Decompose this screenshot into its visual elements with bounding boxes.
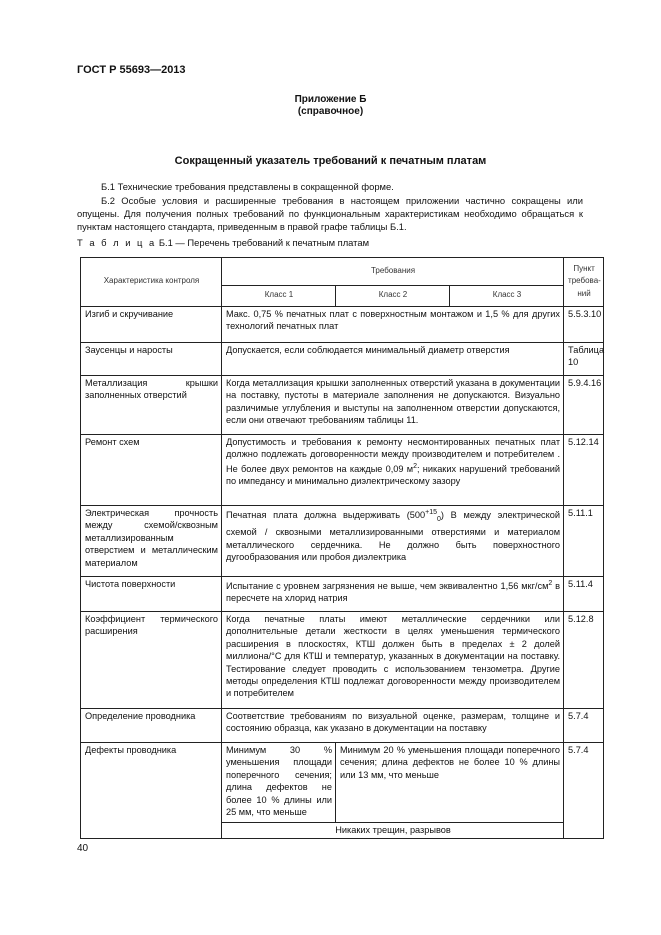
row-requirement xyxy=(222,577,564,612)
row-clause: 5.9.4.16 xyxy=(564,376,604,435)
row-clause: 5.12.8 xyxy=(564,612,604,709)
table-caption-text: Б.1 — Перечень требований к печатным платам xyxy=(158,237,370,248)
row-name: Определение проводника xyxy=(81,709,222,743)
req-superscript: 2 xyxy=(548,580,553,587)
row-name: Дефекты проводника xyxy=(81,743,222,839)
row-clause: Таблица 10 xyxy=(564,343,604,376)
header-clause: Пункт требова-ний xyxy=(564,258,604,307)
table-row xyxy=(81,435,604,506)
req-text: ) В между электрической схемой / сквозными металлизированными отверстиями и материалом металлического сердечника. Не должно быть поверхностного дугообразования или пробоя диэлектрика xyxy=(226,510,561,563)
row-requirement-class23: Минимум 20 % уменьшения площади поперечного сечения; длина дефектов не более 10 % длины или 13 мм, что меньше xyxy=(336,743,564,823)
req-text: Испытание с уровнем загрязнения не выше, чем эквивалентно 1,56 мкг/см xyxy=(226,581,549,592)
header-requirements: Требования xyxy=(222,258,564,286)
req-subscript: 0 xyxy=(437,515,441,523)
row-name: Металлизация крышки заполненных отверстий xyxy=(81,376,222,435)
row-clause: 5.5.3.10 xyxy=(564,307,604,343)
row-name: Коэффициент термического расширения xyxy=(81,612,222,709)
table-row xyxy=(81,709,604,743)
req-text: ; никаких нарушений требований по импедансу и минимально диэлектрическому зазору xyxy=(226,463,561,487)
header-characteristic: Характеристика контроля xyxy=(81,258,222,307)
row-name: Изгиб и скручивание xyxy=(81,307,222,343)
table-caption xyxy=(77,237,369,248)
row-name: Заусенцы и наросты xyxy=(81,343,222,376)
req-text: Допустимость и требования к ремонту несмонтированных печатных плат должно подлежать договоренности между производителем и потребителем . Не более двух ремонтов на каждые 0,09 м xyxy=(226,437,561,474)
requirements-table xyxy=(80,257,604,839)
row-requirement-class1: Минимум 30 % уменьшения площади поперечного сечения; длина дефектов не более 10 % длины или 25 мм, что меньше xyxy=(222,743,336,823)
row-clause: 5.11.1 xyxy=(564,506,604,577)
table-caption-label: Т а б л и ц а xyxy=(77,237,157,248)
row-requirement xyxy=(222,506,564,577)
standard-number: ГОСТ Р 55693—2013 xyxy=(77,64,186,76)
table-row xyxy=(81,577,604,612)
table-row xyxy=(81,307,604,343)
appendix-subtitle: (справочное) xyxy=(297,106,364,117)
row-requirement-common: Никаких трещин, разрывов xyxy=(222,823,564,839)
row-clause: 5.12.14 xyxy=(564,435,604,506)
page-number: 40 xyxy=(77,843,89,854)
row-requirement: Допускается, если соблюдается минимальный диаметр отверстия xyxy=(222,343,564,376)
row-clause: 5.7.4 xyxy=(564,743,604,839)
row-requirement xyxy=(222,435,564,506)
row-requirement: Когда печатные платы имеют металлические сердечники или дополнительные детали жесткости в целях уменьшения термического расширения в плоскостях, КТШ должен быть в пределах ± 2 долей миллиона/°С для КТШ и температур, указанных в документации на поставку. Тестирование следует проводить с использованием тензометра. Другие методы определения КТШ подлежат договоренности между производителем и потребителем xyxy=(222,612,564,709)
paragraph-b2: Б.2 Особые условия и расширенные требования в настоящем приложении частично сокращены или опущены. Для получения полных требований по функциональным характеристикам необходимо обращаться к пунктам настоящего стандарта, приведенным в правой графе таблицы Б.1. xyxy=(77,195,583,232)
row-name: Чистота поверхности xyxy=(81,577,222,612)
row-clause: 5.7.4 xyxy=(564,709,604,743)
row-name: Ремонт схем xyxy=(81,435,222,506)
table-row xyxy=(81,743,604,823)
row-requirement: Соответствие требованиям по визуальной оценке, размерам, толщине и состоянию образца, как указано в документации на поставку xyxy=(222,709,564,743)
req-text: Печатная плата должна выдерживать (500 xyxy=(226,510,426,521)
document-title: Сокращенный указатель требований к печатным платам xyxy=(174,155,487,167)
req-superscript: +15 xyxy=(425,509,437,516)
table-row xyxy=(81,343,604,376)
row-name: Электрическая прочность между схемой/сквозным металлизированным отверстием и металлическим материалом xyxy=(81,506,222,577)
table-row xyxy=(81,506,604,577)
header-class2: Класс 2 xyxy=(336,286,450,307)
req-text: в пересчете на хлорид натрия xyxy=(226,581,561,604)
row-clause: 5.11.4 xyxy=(564,577,604,612)
table-row xyxy=(81,376,604,435)
table-row xyxy=(81,612,604,709)
appendix-title: Приложение Б xyxy=(294,94,367,105)
paragraph-b1: Б.1 Технические требования представлены в сокращенной форме. xyxy=(101,181,394,192)
row-requirement: Макс. 0,75 % печатных плат с поверхностным монтажом и 1,5 % для других технологий печатных плат xyxy=(222,307,564,343)
header-class1: Класс 1 xyxy=(222,286,336,307)
header-class3: Класс 3 xyxy=(450,286,564,307)
row-requirement: Когда металлизация крышки заполненных отверстий указана в документации на поставку, пустоты в материале заполнения не допускаются. Визуально различимые углубления и выступы на заполненном отверстии допускаются, если они отвечают требованиям таблицы 11. xyxy=(222,376,564,435)
req-superscript: 2 xyxy=(413,462,417,470)
